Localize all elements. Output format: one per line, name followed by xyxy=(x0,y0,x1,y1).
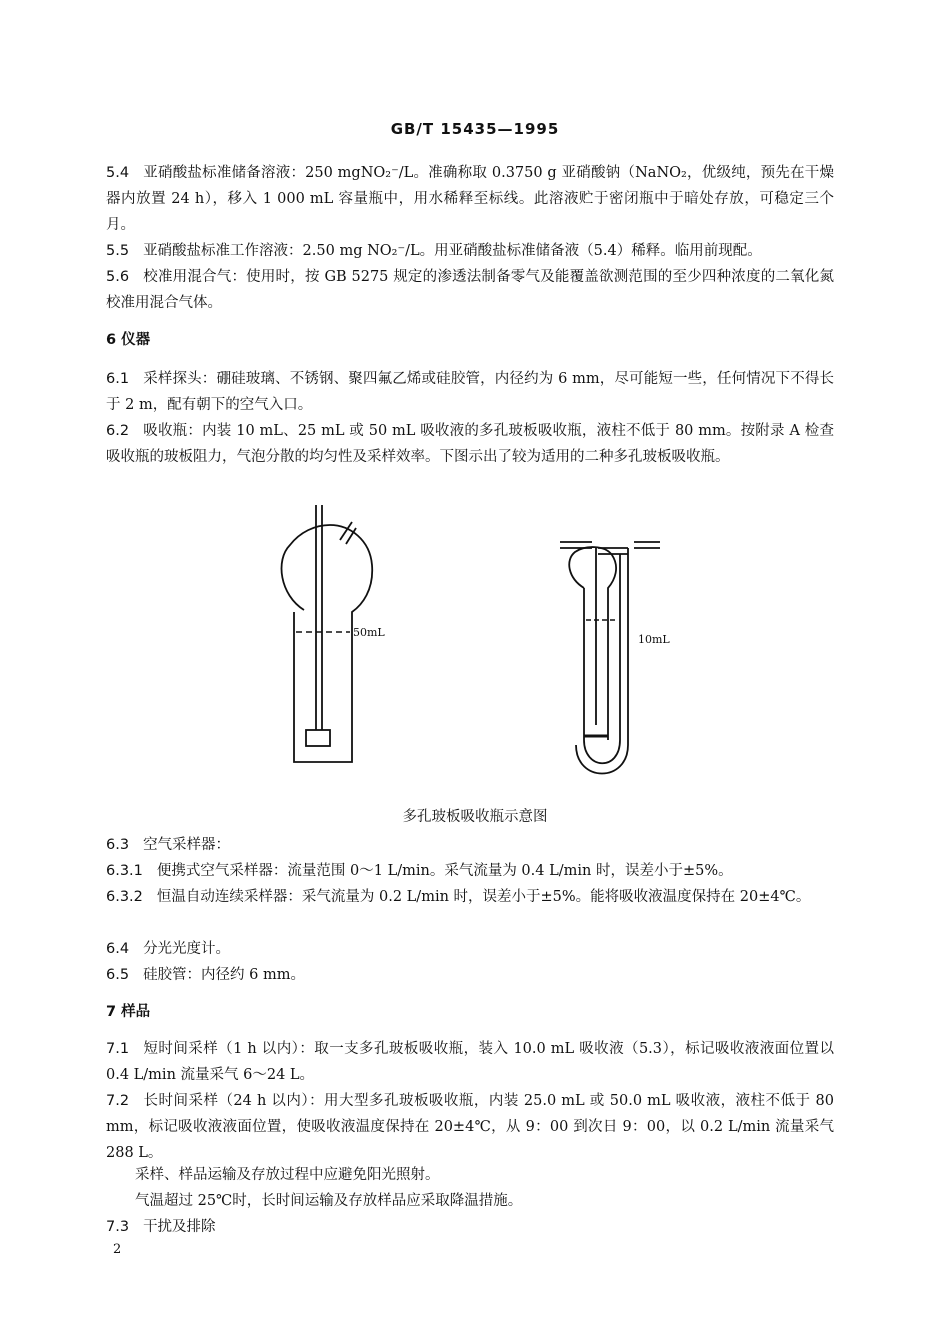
clause-text: 校准用混合气：使用时，按 GB 5275 规定的渗透法制备零气及能覆盖欲测范围的至少四种浓度的二氧化氮校准用混合气体。 xyxy=(106,269,834,311)
clause-text: 亚硝酸盐标准储备溶液：250 mgNO₂⁻/L。准确称取 0.3750 g 亚硝酸钠（NaNO₂，优级纯，预先在干燥器内放置 24 h），移入 1 000 mL 容量瓶中，用水稀释至标线。此溶液贮于密闭瓶中于暗处存放，可稳定三个月。 xyxy=(106,165,834,233)
clause-6-4 xyxy=(106,936,834,962)
clause-number: 6.1 xyxy=(106,371,130,387)
clause-text: 亚硝酸盐标准工作溶液：2.50 mg NO₂⁻/L。用亚硝酸盐标准储备液（5.4）稀释。临用前现配。 xyxy=(143,243,762,259)
clause-5-4 xyxy=(106,160,834,238)
clause-number: 7.1 xyxy=(106,1041,130,1057)
fritted-plate xyxy=(306,730,330,746)
clause-6-2 xyxy=(106,418,834,470)
clause-text: 便携式空气采样器：流量范围 0～1 L/min。采气流量为 0.4 L/min 时，误差小于±5%。 xyxy=(156,863,733,879)
clause-number: 5.4 xyxy=(106,165,130,181)
volume-label-small: 10mL xyxy=(638,633,670,646)
section-6-heading: 6 仪器 xyxy=(106,332,151,348)
clause-text: 分光光度计。 xyxy=(143,941,231,957)
small-bottle-u-tube xyxy=(576,548,628,774)
page-number: 2 xyxy=(113,1242,122,1257)
clause-number: 7.3 xyxy=(106,1219,130,1235)
clause-text: 采样探头：硼硅玻璃、不锈钢、聚四氟乙烯或硅胶管，内径约为 6 mm，尽可能短一些，任何情况下不得长于 2 m，配有朝下的空气入口。 xyxy=(106,371,834,413)
figure-caption: 多孔玻板吸收瓶示意图 xyxy=(402,809,548,825)
clause-number: 5.5 xyxy=(106,243,130,259)
absorption-bottle-figure xyxy=(0,500,950,790)
clause-number: 6.3.1 xyxy=(106,863,143,879)
clause-number: 7.2 xyxy=(106,1093,130,1109)
clause-text: 长时间采样（24 h 以内）：用大型多孔玻板吸收瓶，内装 25.0 mL 或 50.0 mL 吸收液，液柱不低于 80 mm，标记吸收液液面位置，使吸收液温度保持在 20±4℃，从 9：00 到次日 9：00，以 0.2 L/min 流量采气 288 L。 xyxy=(106,1093,834,1161)
clause-6-5 xyxy=(106,962,834,988)
note-cooling: 气温超过 25℃时，长时间运输及存放样品应采取降温措施。 xyxy=(135,1193,523,1209)
small-bottle-bulb xyxy=(569,547,616,740)
clause-number: 6.5 xyxy=(106,967,130,983)
clause-number: 6.2 xyxy=(106,423,130,439)
outlet-tube xyxy=(340,522,356,544)
clause-text: 恒温自动连续采样器：采气流量为 0.2 L/min 时，误差小于±5%。能将吸收液温度保持在 20±4℃。 xyxy=(156,889,811,905)
page-header: GB/T 15435—1995 xyxy=(390,120,560,138)
clause-text: 硅胶管：内径约 6 mm。 xyxy=(143,967,306,983)
clause-5-5 xyxy=(106,238,834,264)
clause-number: 5.6 xyxy=(106,269,130,285)
clause-text: 空气采样器： xyxy=(143,837,231,853)
clause-number: 6.3 xyxy=(106,837,130,853)
small-absorption-bottle xyxy=(560,542,660,774)
clause-6-1 xyxy=(106,366,834,418)
clause-number: 6.4 xyxy=(106,941,130,957)
clause-number: 6.3.2 xyxy=(106,889,143,905)
clause-6-3-2 xyxy=(106,884,834,910)
clause-7-1 xyxy=(106,1036,834,1088)
note-sunlight: 采样、样品运输及存放过程中应避免阳光照射。 xyxy=(135,1167,440,1183)
large-bottle-outline xyxy=(282,525,373,762)
clause-5-6 xyxy=(106,264,834,316)
volume-label-large: 50mL xyxy=(353,626,385,639)
clause-6-3-1 xyxy=(106,858,834,884)
clause-7-2 xyxy=(106,1088,834,1166)
clause-7-3 xyxy=(106,1214,834,1240)
clause-text: 吸收瓶：内装 10 mL、25 mL 或 50 mL 吸收液的多孔玻板吸收瓶，液柱不低于 80 mm。按附录 A 检查吸收瓶的玻板阻力，气泡分散的均匀性及采样效率。下图示出了较为适用的二种多孔玻板吸收瓶。 xyxy=(106,423,834,465)
section-7-heading: 7 样品 xyxy=(106,1004,151,1020)
clause-text: 短时间采样（1 h 以内）：取一支多孔玻板吸收瓶，装入 10.0 mL 吸收液（5.3），标记吸收液液面位置以 0.4 L/min 流量采气 6～24 L。 xyxy=(106,1041,834,1083)
clause-text: 干扰及排除 xyxy=(143,1219,216,1235)
clause-6-3 xyxy=(106,832,834,858)
outlet-arm xyxy=(634,542,660,548)
